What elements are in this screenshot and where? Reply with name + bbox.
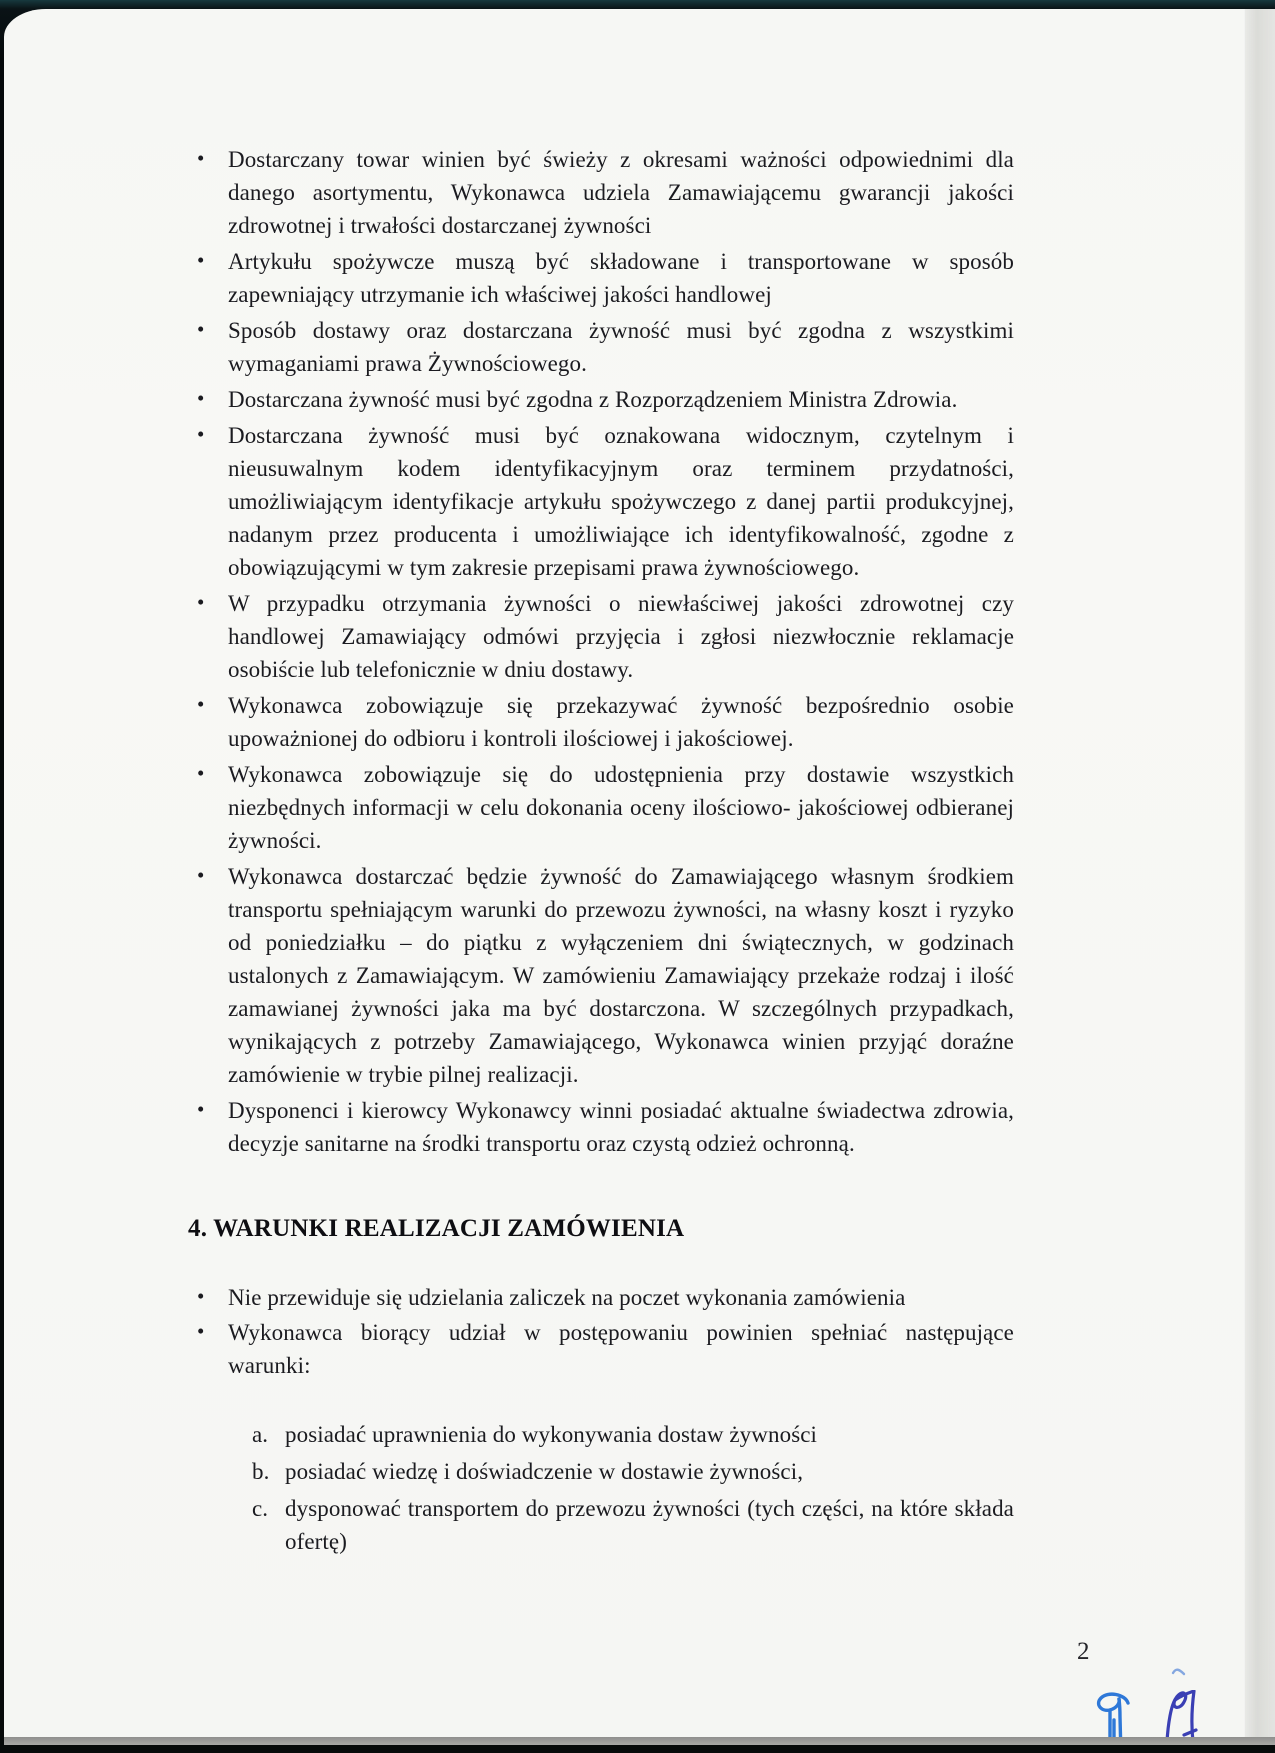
list-item: • Wykonawca dostarczać będzie żywność do Zamawiającego własnym środkiem transportu spełniającym warunki do przewozu żywności, na własny koszt i ryzyko od poniedziałku – do piątku z wyłączeniem dni świątecznych, w godzinach ustalonych z Zamawiającym. W zamówieniu Zamawiający przekaże rodzaj i ilość zamawianej żywności jaka ma być dostarczona. W szczególnych przypadkach, wynikających z potrzeby Zamawiającego, Wykonawca winien przyjąć doraźne zamówienie w trybie pilnej realizacji.: [188, 860, 1014, 1091]
delivery-conditions-list: [188, 143, 1014, 1160]
scan-right-edge: [1244, 9, 1275, 1745]
list-marker: b.: [252, 1459, 270, 1484]
page-number: 2: [1077, 1638, 1090, 1665]
list-marker: c.: [252, 1496, 269, 1521]
list-item-text: posiadać uprawnienia do wykonywania dostaw żywności: [285, 1422, 818, 1447]
scan-bottom-edge: [4, 1737, 1275, 1745]
list-item: • W przypadku otrzymania żywności o niewłaściwej jakości zdrowotnej czy handlowej Zamawiający odmówi przyjęcia i zgłosi niezwłocznie reklamacje osobiście lub telefonicznie w dniu dostawy.: [188, 587, 1014, 686]
list-item: • Sposób dostawy oraz dostarczana żywność musi być zgodna z wszystkimi wymaganiami prawa Żywnościowego.: [188, 314, 1014, 380]
list-item: • Wykonawca biorący udział w postępowaniu powinien spełniać następujące warunki:: [188, 1316, 1014, 1382]
list-item: • Dostarczany towar winien być świeży z okresami ważności odpowiednimi dla danego asortymentu, Wykonawca udziela Zamawiającemu gwarancji jakości zdrowotnej i trwałości dostarczanej żywności: [188, 143, 1014, 242]
order-terms-list: [188, 1281, 1014, 1382]
list-item: • Wykonawca zobowiązuje się przekazywać żywność bezpośrednio osobie upoważnionej do odbioru i kontroli ilościowej i jakościowej.: [188, 689, 1014, 755]
list-item: • Wykonawca zobowiązuje się do udostępnienia przy dostawie wszystkich niezbędnych informacji w celu dokonania oceny ilościowo- jakościowej odbieranej żywności.: [188, 758, 1014, 857]
list-item-text: dysponować transportem do przewozu żywności (tych części, na które składa ofertę): [285, 1496, 1014, 1554]
list-item-text: posiadać wiedzę i doświadczenie w dostawie żywności,: [285, 1459, 804, 1484]
document-body: [188, 143, 1014, 1562]
list-item: • Nie przewiduje się udzielania zaliczek na poczet wykonania zamówienia: [188, 1281, 1014, 1314]
section-heading: 4. WARUNKI REALIZACJI ZAMÓWIENIA: [188, 1215, 685, 1242]
list-item: [252, 1418, 1014, 1451]
list-item: • Artykułu spożywcze muszą być składowane i transportowane w sposób zapewniający utrzymanie ich właściwej jakości handlowej: [188, 245, 1014, 311]
list-marker: a.: [252, 1422, 269, 1447]
list-item: • Dostarczana żywność musi być oznakowana widocznym, czytelnym i nieusuwalnym kodem identyfikacyjnym oraz terminem przydatności, umożliwiającym identyfikacje artykułu spożywczego z danej partii produkcyjnej, nadanym przez producenta i umożliwiające ich identyfikowalność, zgodne z obowiązującymi w tym zakresie przepisami prawa żywnościowego.: [188, 419, 1014, 584]
list-item: [252, 1455, 1014, 1488]
list-item: [252, 1492, 1014, 1558]
paper: [4, 9, 1275, 1745]
list-item: • Dostarczana żywność musi być zgodna z Rozporządzeniem Ministra Zdrowia.: [188, 383, 1014, 416]
contractor-requirements-list: [252, 1418, 1014, 1558]
list-item: • Dysponenci i kierowcy Wykonawcy winni posiadać aktualne świadectwa zdrowia, decyzje sanitarne na środki transportu oraz czystą odzież ochronną.: [188, 1094, 1014, 1160]
handwritten-tick-mark: [1171, 1666, 1187, 1678]
